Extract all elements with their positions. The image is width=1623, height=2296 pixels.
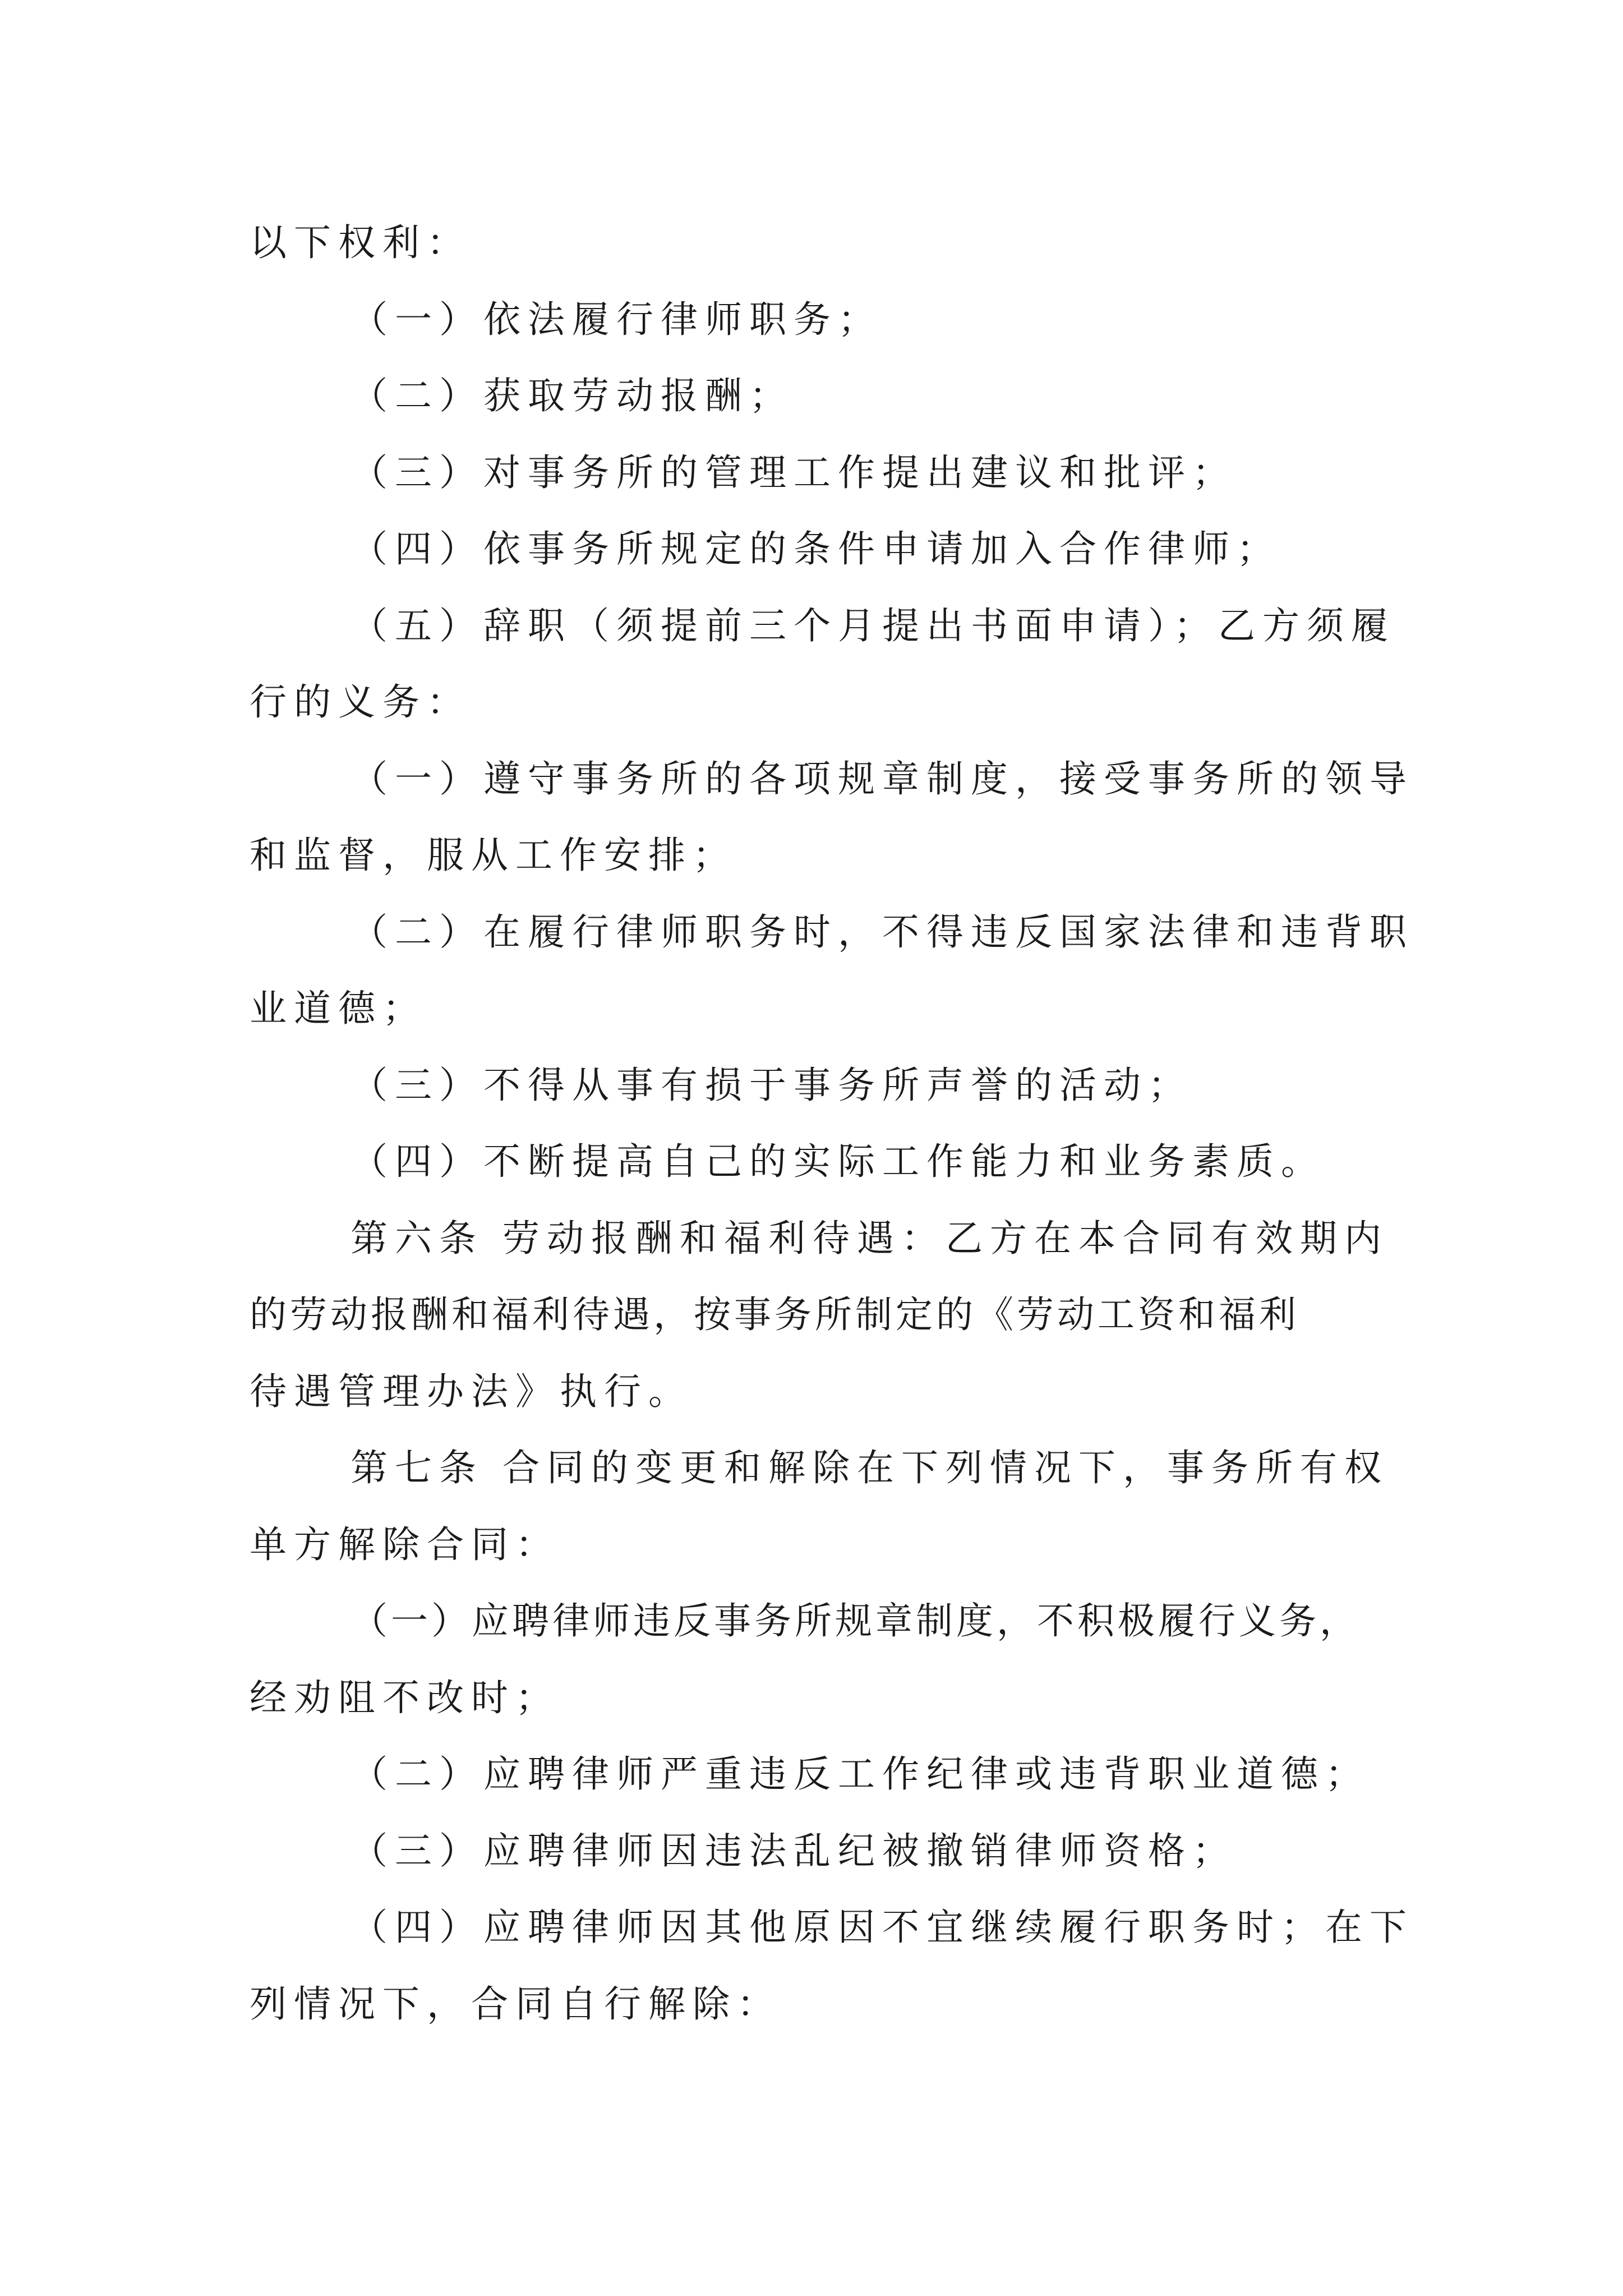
body-line: 行的义务：	[250, 680, 471, 724]
body-line: （四）不断提高自己的实际工作能力和业务素质。	[351, 1140, 1325, 1183]
body-line: （二）应聘律师严重违反工作纪律或违背职业道德；	[351, 1752, 1370, 1796]
body-line: 业道德；	[250, 987, 427, 1030]
body-line: （三）不得从事有损于事务所声誉的活动；	[351, 1063, 1192, 1107]
body-line: 以下权利：	[250, 221, 471, 264]
article-heading-line: 第六条 劳动报酬和福利待遇：乙方在本合同有效期内	[351, 1216, 1389, 1260]
body-line: （三）对事务所的管理工作提出建议和批评；	[351, 450, 1237, 494]
body-line: 和监督，服从工作安排；	[250, 834, 737, 877]
body-line: 单方解除合同：	[250, 1522, 560, 1566]
article-heading-line: 第七条 合同的变更和解除在下列情况下，事务所有权	[351, 1446, 1389, 1489]
body-line: （一）应聘律师违反事务所规章制度，不积极履行义务，	[351, 1599, 1360, 1642]
document-body	[250, 205, 1414, 2042]
body-line: （二）在履行律师职务时，不得违反国家法律和违背职	[351, 910, 1414, 954]
body-line: （一）遵守事务所的各项规章制度，接受事务所的领导	[351, 757, 1414, 800]
body-line: 列情况下，合同自行解除：	[250, 1982, 781, 2026]
body-line: 的劳动报酬和福利待遇，按事务所制定的《劳动工资和福利	[250, 1293, 1299, 1336]
body-line: （四）依事务所规定的条件申请加入合作律师；	[351, 527, 1281, 570]
body-line: （一）依法履行律师职务；	[351, 297, 882, 341]
body-line: （二）获取劳动报酬；	[351, 374, 794, 417]
body-line: （四）应聘律师因其他原因不宜继续履行职务时；在下	[351, 1906, 1414, 1949]
body-line: （五）辞职（须提前三个月提出书面申请）；乙方须履	[351, 604, 1395, 647]
body-line: 待遇管理办法》执行。	[250, 1369, 693, 1413]
body-line: （三）应聘律师因违法乱纪被撤销律师资格；	[351, 1829, 1237, 1872]
body-line: 经劝阻不改时；	[250, 1676, 560, 1719]
